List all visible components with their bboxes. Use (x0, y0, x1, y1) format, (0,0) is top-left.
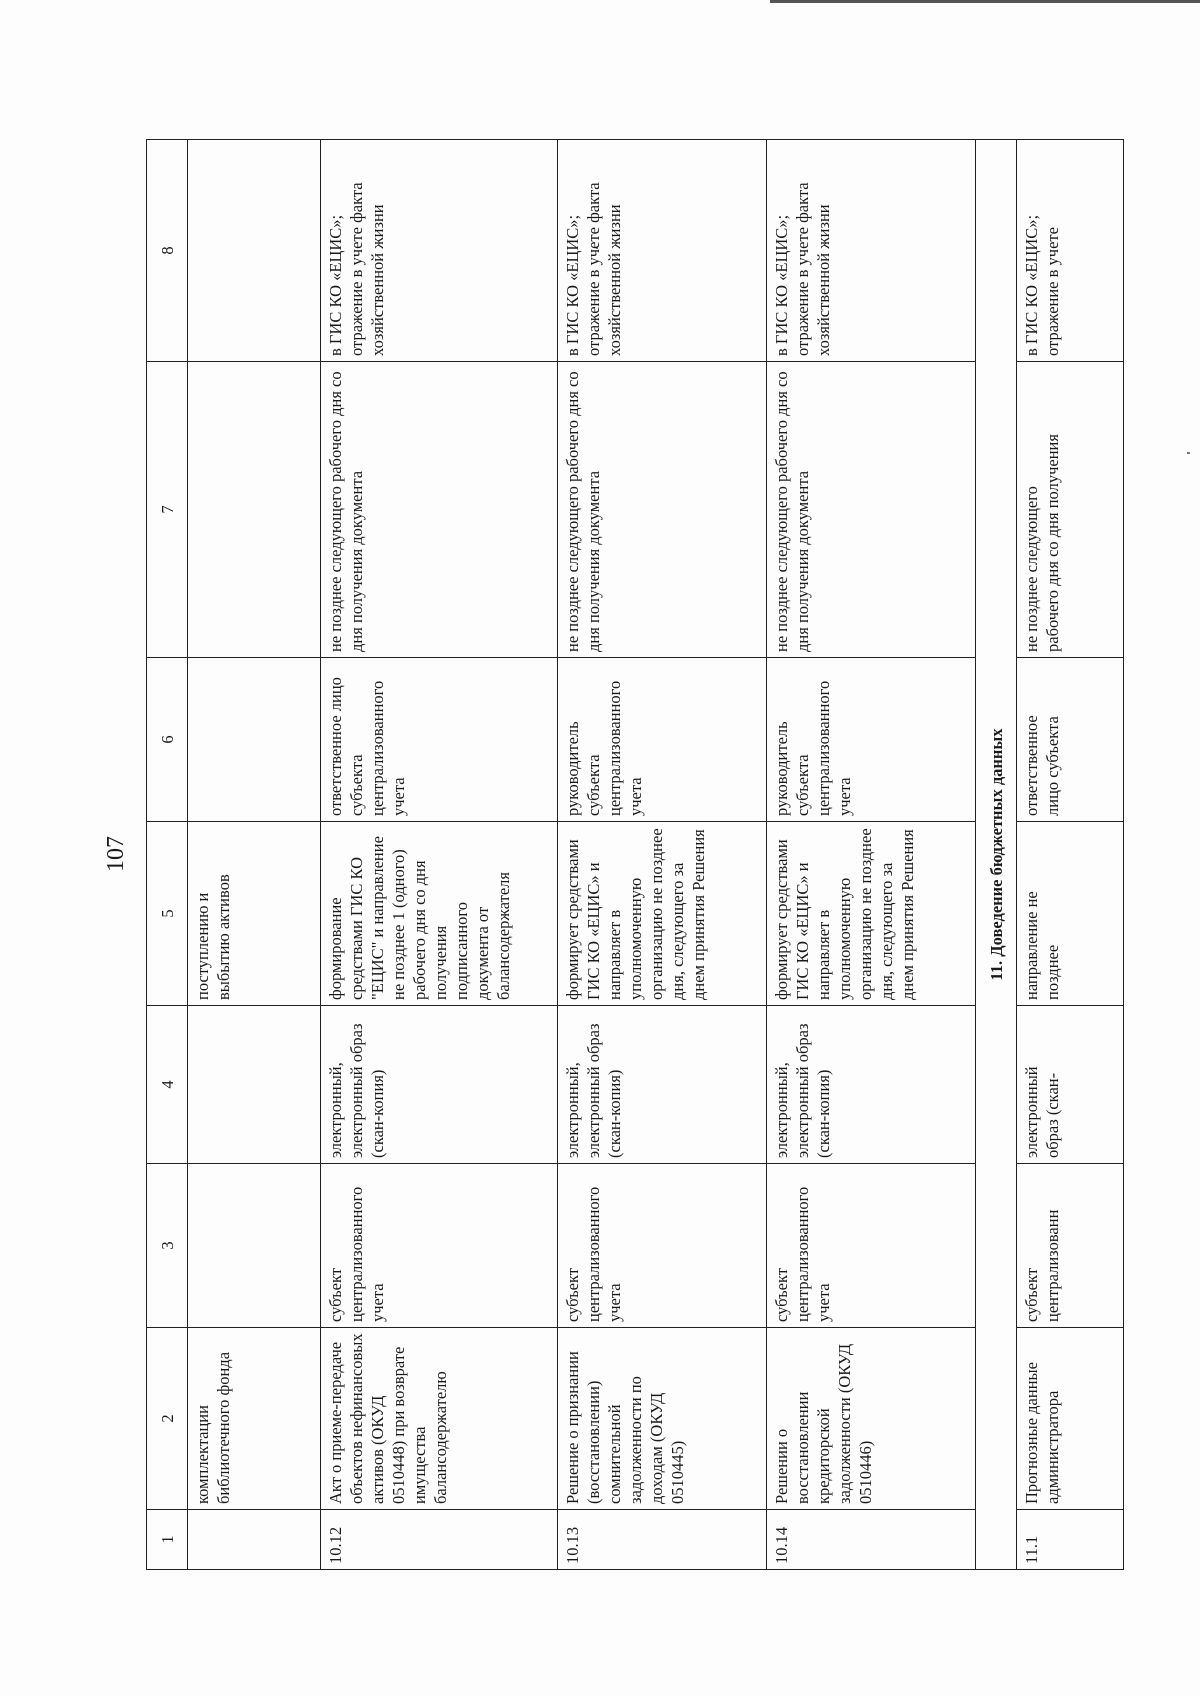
action-cell: поступлению и выбытию активов (188, 822, 321, 1006)
rotated-page (146, 140, 1090, 1570)
form-cell (188, 1006, 321, 1164)
form-line: образ (скан- (1043, 1072, 1062, 1158)
action-cell: формирует средствами ГИС КО «ЕЦИС» и направляет в уполномоченную организацию не позднее дня, следующего за днем принятия Решения (558, 822, 767, 1006)
action-cell: формирование средствами ГИС КО "ЕЦИС" и направление не позднее 1 (одного) рабочего дня со дня получения подписанного документа от балансодержателя (321, 822, 558, 1006)
action-cell: формирует средствами ГИС КО «ЕЦИС» и направляет в уполномоченную организацию не позднее дня, следующего за днем принятия Решения (767, 822, 976, 1006)
table-row (321, 140, 558, 1570)
document-table (146, 139, 1124, 1570)
row-number-cell: 10.13 (558, 1510, 767, 1570)
document-name-cell: Акт о приеме-передаче объектов нефинансовых активов (ОКУД 0510448) при возврате имущества балансодержателю (321, 1328, 558, 1510)
header-cell: 2 (147, 1328, 188, 1510)
scan-speck (1187, 452, 1190, 454)
action-line: позднее (1043, 944, 1062, 1000)
document-name-line: администратора (1043, 1390, 1062, 1504)
result-cell: в ГИС КО «ЕЦИС»; отражение в учете факта хозяйственной жизни (767, 140, 976, 362)
header-cell: 6 (147, 658, 188, 822)
document-name-cell: Решении о восстановлении кредиторской задолженности (ОКУД 0510446) (767, 1328, 976, 1510)
document-name-cell: комплектации библиотечного фонда (188, 1328, 321, 1510)
section-row (976, 140, 1017, 1570)
term-cell: не позднее следующего рабочего дня со дня получения документа (558, 362, 767, 658)
document-name-line: Прогнозные данные (1022, 1362, 1041, 1504)
responsible-cell (1017, 658, 1124, 822)
form-line: электронный (1022, 1066, 1041, 1158)
top-edge-rule (770, 0, 1200, 3)
row-number-cell (188, 1510, 321, 1570)
result-cell (1017, 140, 1124, 362)
responsible-cell: руководитель субъекта централизованного учета (767, 658, 976, 822)
header-cell: 8 (147, 140, 188, 362)
form-cell: электронный, электронный образ (скан-копия) (321, 1006, 558, 1164)
result-line: в ГИС КО «ЕЦИС»; (1022, 214, 1041, 356)
responsible-cell: руководитель субъекта централизованного учета (558, 658, 767, 822)
header-cell: 7 (147, 362, 188, 658)
creator-line: централизованн (1043, 1209, 1062, 1322)
result-cell (188, 140, 321, 362)
creator-cell (1017, 1164, 1124, 1328)
creator-line: субъект (1022, 1268, 1041, 1322)
form-cell (1017, 1006, 1124, 1164)
result-line: отражение в учете (1043, 227, 1062, 356)
form-cell: электронный, электронный образ (скан-копия) (767, 1006, 976, 1164)
row-number-cell: 10.12 (321, 1510, 558, 1570)
row-number-cell: 10.14 (767, 1510, 976, 1570)
creator-cell: субъект централизованного учета (321, 1164, 558, 1328)
term-cell (1017, 362, 1124, 658)
action-line: направление не (1022, 891, 1041, 1000)
responsible-cell: ответственное лицо субъекта централизованного учета (321, 658, 558, 822)
term-line: рабочего дня со дня получения (1043, 434, 1062, 652)
result-cell: в ГИС КО «ЕЦИС»; отражение в учете факта хозяйственной жизни (558, 140, 767, 362)
table-row (1017, 140, 1124, 1570)
result-cell: в ГИС КО «ЕЦИС»; отражение в учете факта хозяйственной жизни (321, 140, 558, 362)
table-row (767, 140, 976, 1570)
term-cell (188, 362, 321, 658)
table-row (558, 140, 767, 1570)
header-cell: 4 (147, 1006, 188, 1164)
header-row (147, 140, 188, 1570)
table-row (188, 140, 321, 1570)
responsible-cell (188, 658, 321, 822)
term-line: не позднее следующего (1022, 486, 1041, 652)
responsible-line: лицо субъекта (1043, 716, 1062, 816)
section-title: 11. Доведение бюджетных данных (976, 140, 1017, 1570)
header-cell: 5 (147, 822, 188, 1006)
row-number-cell: 11.1 (1017, 1510, 1124, 1570)
document-name-cell: Решение о признании (восстановлении) сомнительной задолженности по доходам (ОКУД 0510445) (558, 1328, 767, 1510)
creator-cell: субъект централизованного учета (767, 1164, 976, 1328)
document-name-cell (1017, 1328, 1124, 1510)
header-cell: 1 (147, 1510, 188, 1570)
term-cell: не позднее следующего рабочего дня со дня получения документа (321, 362, 558, 658)
action-cell (1017, 822, 1124, 1006)
creator-cell (188, 1164, 321, 1328)
responsible-line: ответственное (1022, 715, 1041, 816)
creator-cell: субъект централизованного учета (558, 1164, 767, 1328)
header-cell: 3 (147, 1164, 188, 1328)
page-number: 107 (103, 836, 129, 872)
form-cell: электронный, электронный образ (скан-копия) (558, 1006, 767, 1164)
term-cell: не позднее следующего рабочего дня со дня получения документа (767, 362, 976, 658)
